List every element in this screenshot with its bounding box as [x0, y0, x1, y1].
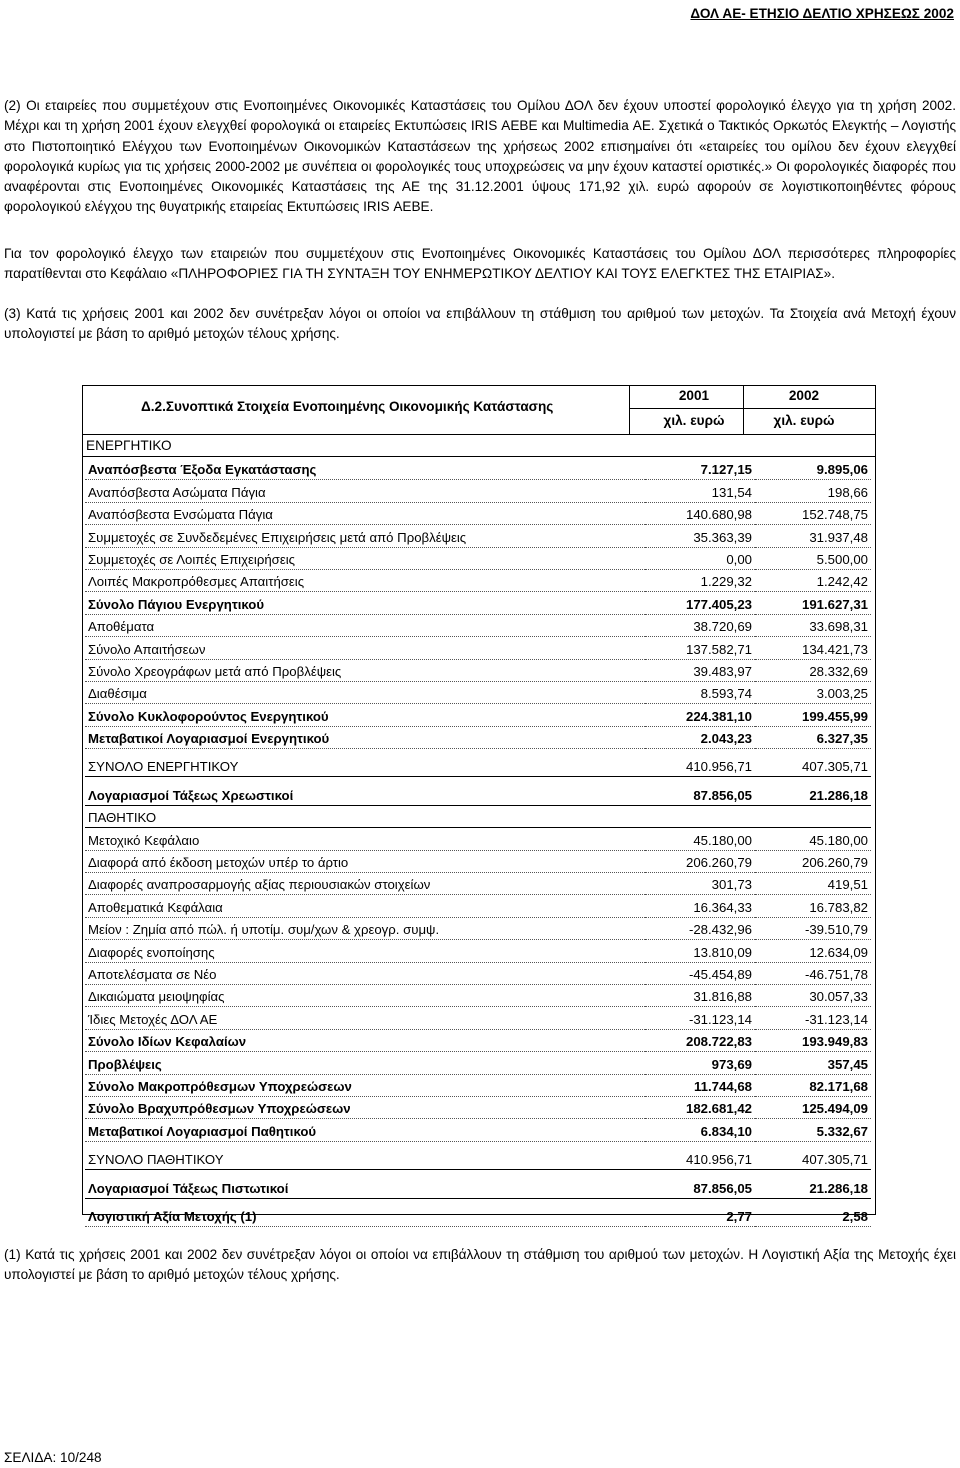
value-2001: 410.956,71 [645, 755, 755, 777]
row-label: Διαφορές αναπροσαρμογής αξίας περιουσιακών στοιχείων [85, 873, 645, 895]
value-2001: 1.229,32 [645, 569, 755, 591]
value-2002: 9.895,06 [755, 458, 871, 480]
value-2002: 198,66 [755, 480, 871, 502]
table-row [85, 637, 871, 659]
row-label: Σύνολο Κυκλοφορούντος Ενεργητικού [85, 704, 645, 726]
row-label: Μεταβατικοί Λογαριασμοί Ενεργητικού [85, 726, 645, 748]
table-row [85, 984, 871, 1006]
row-label: Διαφορές ενοποίησης [85, 940, 645, 962]
row-label: Σύνολο Απαιτήσεων [85, 637, 645, 659]
table-row [85, 547, 871, 569]
table-row [85, 458, 871, 480]
value-2002: 21.286,18 [755, 1176, 871, 1198]
value-2002: 30.057,33 [755, 984, 871, 1006]
value-2001: 13.810,09 [645, 940, 755, 962]
value-2002: 193.949,83 [755, 1029, 871, 1051]
table-row [85, 940, 871, 962]
row-label: Μείον : Ζημία από πώλ. ή υποτίμ. συμ/χων & χρεογρ. συμψ. [85, 917, 645, 939]
value-2001: 31.816,88 [645, 984, 755, 1006]
row-label: Αποθέματα [85, 614, 645, 636]
table-row [85, 850, 871, 872]
row-label: Λογαριασμοί Τάξεως Χρεωστικοί [85, 783, 645, 805]
value-2001: 7.127,15 [645, 458, 755, 480]
value-2002: 134.421,73 [755, 637, 871, 659]
row-label: Αποθεματικά Κεφάλαια [85, 895, 645, 917]
table-row [85, 1096, 871, 1118]
value-2001: -45.454,89 [645, 962, 755, 984]
value-2002: 45.180,00 [755, 828, 871, 850]
row-label: Διαφορά από έκδοση μετοχών υπέρ το άρτιο [85, 850, 645, 872]
section-assets-label: ΕΝΕΡΓΗΤΙΚΟ [86, 438, 172, 453]
row-label: Συμμετοχές σε Συνδεδεμένες Επιχειρήσεις μετά από Προβλέψεις [85, 525, 645, 547]
table-row [85, 502, 871, 524]
value-2002: 1.242,42 [755, 569, 871, 591]
value-2001: 182.681,42 [645, 1096, 755, 1118]
value-2001: 8.593,74 [645, 681, 755, 703]
currency-2001-header: χιλ. ευρώ [663, 413, 725, 428]
table-title: Δ.2.Συνοπτικά Στοιχεία Ενοποιημένης Οικονομικής Κατάστασης [141, 399, 554, 414]
balance-sheet-table [85, 458, 871, 1227]
value-2002: 3.003,25 [755, 681, 871, 703]
table-row [85, 962, 871, 984]
currency-2002-header: χιλ. ευρώ [773, 413, 835, 428]
value-2002: 357,45 [755, 1052, 871, 1074]
row-label: Σύνολο Μακροπρόθεσμων Υποχρεώσεων [85, 1074, 645, 1096]
page-number: ΣΕΛΙΔΑ: 10/248 [4, 1450, 102, 1465]
table-row [85, 1074, 871, 1096]
row-label: Προβλέψεις [85, 1052, 645, 1074]
value-2001: 2,77 [645, 1205, 755, 1227]
value-2002: 16.783,82 [755, 895, 871, 917]
paragraph-share-weighting: (3) Κατά τις χρήσεις 2001 και 2002 δεν συνέτρεξαν λόγοι οι οποίοι να επιβάλλουν τη στάθμιση του αριθμού των μετοχών. Τα Στοιχεία ανά Μετοχή έχουν υπολογιστεί με βάση το αριθμό μετοχών τέλους χρήσης. [4, 306, 956, 342]
value-2002: 191.627,31 [755, 592, 871, 614]
value-2002: 31.937,48 [755, 525, 871, 547]
value-2002: -39.510,79 [755, 917, 871, 939]
row-label: Σύνολο Χρεογράφων μετά από Προβλέψεις [85, 659, 645, 681]
value-2001: 410.956,71 [645, 1148, 755, 1170]
value-2001: 38.720,69 [645, 614, 755, 636]
header-col-divider-2 [743, 386, 744, 434]
value-2001: -28.432,96 [645, 917, 755, 939]
value-2001: 0,00 [645, 547, 755, 569]
table-row [85, 704, 871, 726]
value-2002: 28.332,69 [755, 659, 871, 681]
table-row [85, 614, 871, 636]
table-row [85, 1052, 871, 1074]
table-row [85, 917, 871, 939]
value-2001: 208.722,83 [645, 1029, 755, 1051]
value-2002: 5.332,67 [755, 1119, 871, 1141]
row-label: Μετοχικό Κεφάλαιο [85, 828, 645, 850]
row-label: Αποτελέσματα σε Νέο [85, 962, 645, 984]
section-liabilities-label: ΠΑΘΗΤΙΚΟ [85, 805, 871, 827]
value-2001: 45.180,00 [645, 828, 755, 850]
value-2001: 11.744,68 [645, 1074, 755, 1096]
row-label: Λοιπές Μακροπρόθεσμες Απαιτήσεις [85, 569, 645, 591]
row-label: Αναπόσβεστα Ασώματα Πάγια [85, 480, 645, 502]
value-2002: -31.123,14 [755, 1007, 871, 1029]
table-row [85, 480, 871, 502]
table-row [85, 1007, 871, 1029]
value-2002: 2,58 [755, 1205, 871, 1227]
value-2002: 152.748,75 [755, 502, 871, 524]
year-2002-header: 2002 [788, 388, 820, 403]
value-2001: 301,73 [645, 873, 755, 895]
paragraph-tax-audit-reference: Για τον φορολογικό έλεγχο των εταιρειών που συμμετέχουν στις Ενοποιημένες Οικονομικές Καταστάσεις του Ομίλου ΔΟΛ περισσότερες πληροφορίες παρατίθενται στο Κεφάλαιο «ΠΛΗΡΟΦΟΡΙΕΣ ΓΙΑ ΤΗ ΣΥΝΤΑΞΗ ΤΟΥ ΕΝΗΜΕΡΩΤΙΚΟΥ ΔΕΛΤΙΟΥ ΚΑΙ ΤΟΥΣ ΕΛΕΓΚΤΕΣ ΤΗΣ ΕΤΑΙΡΙΑΣ». [4, 246, 956, 282]
row-label: Συμμετοχές σε Λοιπές Επιχειρήσεις [85, 547, 645, 569]
table-row [85, 726, 871, 748]
value-2001: 224.381,10 [645, 704, 755, 726]
section-row [85, 805, 871, 827]
section-rule [83, 456, 875, 457]
year-2001-header: 2001 [678, 388, 710, 403]
row-label: Λογαριασμοί Τάξεως Πιστωτικοί [85, 1176, 645, 1198]
row-label: Σύνολο Ιδίων Κεφαλαίων [85, 1029, 645, 1051]
table-row [85, 525, 871, 547]
value-2001: 206.260,79 [645, 850, 755, 872]
row-label: Σύνολο Πάγιου Ενεργητικού [85, 592, 645, 614]
value-2002: 407.305,71 [755, 1148, 871, 1170]
value-2001: 137.582,71 [645, 637, 755, 659]
value-2002: 33.698,31 [755, 614, 871, 636]
value-2001: -31.123,14 [645, 1007, 755, 1029]
footnote-book-value: (1) Κατά τις χρήσεις 2001 και 2002 δεν συνέτρεξαν λόγοι οι οποίοι να επιβάλλουν τη στάθμιση του αριθμού των μετοχών. Η Λογιστική Αξία της Μετοχής έχει υπολογιστεί με βάση το αριθμό μετοχών τέλους χρήσης. [4, 1247, 956, 1283]
row-label: Μεταβατικοί Λογαριασμοί Παθητικού [85, 1119, 645, 1141]
document-header: ΔΟΛ ΑΕ- ΕΤΗΣΙΟ ΔΕΛΤΙΟ ΧΡΗΣΕΩΣ 2002 [690, 6, 954, 21]
table-row [85, 659, 871, 681]
value-2001: 2.043,23 [645, 726, 755, 748]
table-row [85, 1119, 871, 1141]
table-row [85, 1148, 871, 1170]
value-2001: 87.856,05 [645, 1176, 755, 1198]
value-2002: 206.260,79 [755, 850, 871, 872]
row-label: Αναπόσβεστα Έξοδα Εγκατάστασης [85, 458, 645, 480]
value-2001: 16.364,33 [645, 895, 755, 917]
row-label: ΣΥΝΟΛΟ ΠΑΘΗΤΙΚΟΥ [85, 1148, 645, 1170]
table-row [85, 1176, 871, 1198]
value-2001: 973,69 [645, 1052, 755, 1074]
header-divider [629, 408, 875, 409]
value-2002: 6.327,35 [755, 726, 871, 748]
value-2002: -46.751,78 [755, 962, 871, 984]
value-2001: 87.856,05 [645, 783, 755, 805]
value-2002: 125.494,09 [755, 1096, 871, 1118]
table-row [85, 569, 871, 591]
row-label: Ίδιες Μετοχές ΔΟΛ ΑΕ [85, 1007, 645, 1029]
table-row [85, 1205, 871, 1227]
value-2002: 407.305,71 [755, 755, 871, 777]
row-label: Διαθέσιμα [85, 681, 645, 703]
value-2001: 6.834,10 [645, 1119, 755, 1141]
balance-sheet-body [85, 458, 871, 1226]
header-bottom-rule [83, 434, 875, 435]
table-row [85, 1029, 871, 1051]
table-row [85, 755, 871, 777]
table-row [85, 681, 871, 703]
table-row [85, 783, 871, 805]
value-2002: 82.171,68 [755, 1074, 871, 1096]
financial-statement-box [82, 385, 876, 1224]
table-row [85, 873, 871, 895]
value-2002: 199.455,99 [755, 704, 871, 726]
row-label: Λογιστική Αξία Μετοχής (1) [85, 1205, 645, 1227]
value-2002: 12.634,09 [755, 940, 871, 962]
table-row [85, 592, 871, 614]
header-col-divider-1 [629, 386, 630, 434]
row-label: Δικαιώματα μειοψηφίας [85, 984, 645, 1006]
value-2002: 21.286,18 [755, 783, 871, 805]
value-2002: 419,51 [755, 873, 871, 895]
value-2001: 140.680,98 [645, 502, 755, 524]
row-label: Σύνολο Βραχυπρόθεσμων Υποχρεώσεων [85, 1096, 645, 1118]
table-row [85, 895, 871, 917]
row-label: ΣΥΝΟΛΟ ΕΝΕΡΓΗΤΙΚΟΥ [85, 755, 645, 777]
table-row [85, 828, 871, 850]
value-2001: 177.405,23 [645, 592, 755, 614]
value-2001: 131,54 [645, 480, 755, 502]
value-2001: 35.363,39 [645, 525, 755, 547]
paragraph-tax-audit: (2) Οι εταιρείες που συμμετέχουν στις Ενοποιημένες Οικονομικές Καταστάσεις του Ομίλου ΔΟΛ δεν έχουν υποστεί φορολογικό έλεγχο για τη χρήση 2002. Μέχρι και τη χρήση 2001 έχουν ελεγχθεί φορολογικά οι εταιρείες Εκτυπώσεις IRIS ΑΕΒΕ και Multimedia ΑΕ. Σχετικά ο Τακτικός Ορκωτός Ελεγκτής – Λογιστής στο Πιστοποιητικό Ελέγχου των Ενοποιημένων Οικονομικών Καταστάσεων της χρήσεως 2002 επισημαίνει ότι «εταιρείες του ομίλου δεν έχουν ελεγχθεί φορολογικά κυρίως για τις χρήσεις 2000-2002 με συνέπεια οι φορολογικές τους υποχρεώσεις να μην έχουν καταστεί οριστικές.» Οι φορολογικές διαφορές που αναφέρονται στις Ενοποιημένες Οικονομικές Καταστάσεις της ΑΕ της 31.12.2001 ύψους 171,92 χιλ. ευρώ αφορούν σε λογιστικοποιηθέντες φόρους φορολογικού ελέγχου της θυγατρικής εταιρείας Εκτυπώσεις IRIS ΑΕΒΕ. [4, 98, 956, 215]
value-2002: 5.500,00 [755, 547, 871, 569]
value-2001: 39.483,97 [645, 659, 755, 681]
row-label: Αναπόσβεστα Ενσώματα Πάγια [85, 502, 645, 524]
